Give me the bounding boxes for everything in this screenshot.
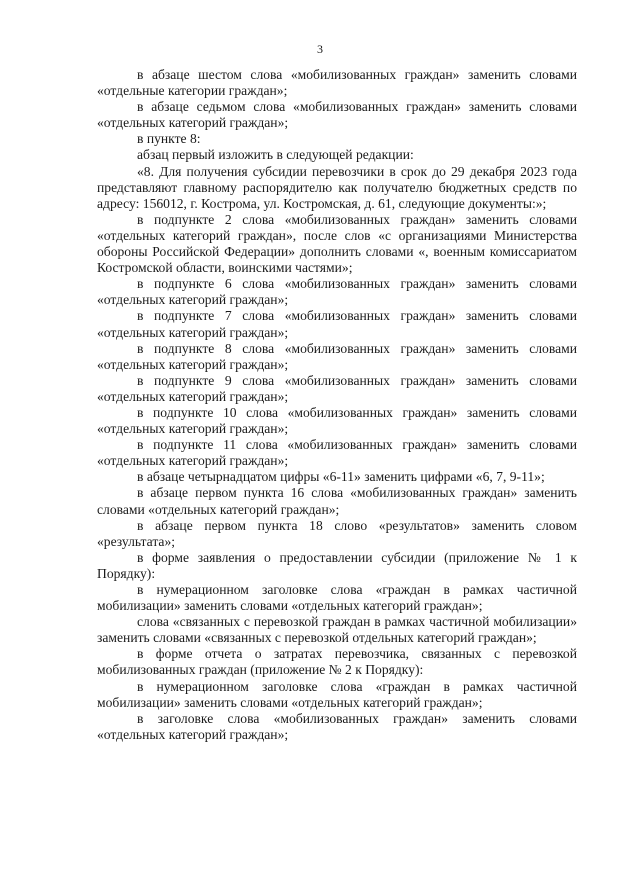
paragraph: в абзаце первом пункта 18 слово «результатов» заменить словом «результата»; (97, 517, 577, 549)
paragraph: в подпункте 6 слова «мобилизованных граждан» заменить словами «отдельных категорий граждан»; (97, 276, 577, 308)
paragraph: абзац первый изложить в следующей редакции: (137, 147, 414, 163)
paragraph: в подпункте 10 слова «мобилизованных граждан» заменить словами «отдельных категорий граждан»; (97, 404, 577, 437)
paragraph: в абзаце шестом слова «мобилизованных граждан» заменить словами «отдельные категории граждан»; (97, 67, 577, 99)
document-body (97, 67, 577, 743)
paragraph: в заголовке слова «мобилизованных граждан» заменить словами «отдельных категорий граждан»; (97, 710, 577, 742)
paragraph: в нумерационном заголовке слова «граждан в рамках частичной мобилизации» заменить словами «отдельных категорий граждан»; (97, 678, 577, 710)
paragraph: в абзаце седьмом слова «мобилизованных граждан» заменить словами «отдельных категорий граждан»; (97, 99, 577, 131)
paragraph: в абзаце четырнадцатом цифры «6-11» заменить цифрами «6, 7, 9-11»; (137, 469, 545, 485)
paragraph: «8. Для получения субсидии перевозчики в срок до 29 декабря 2023 года представляют главному распорядителю как получателю бюджетных средств по адресу: 156012, г. Кострома, ул. Костромская, д. 61, следующие документы:»; (97, 163, 577, 211)
paragraph: в подпункте 7 слова «мобилизованных граждан» заменить словами «отдельных категорий граждан»; (97, 308, 577, 340)
paragraph: в абзаце первом пункта 16 слова «мобилизованных граждан» заменить словами «отдельных категорий граждан»; (97, 485, 577, 517)
paragraph: в подпункте 9 слова «мобилизованных граждан» заменить словами «отдельных категорий граждан»; (97, 372, 577, 404)
paragraph: в пункте 8: (137, 131, 201, 147)
paragraph: слова «связанных с перевозкой граждан в рамках частичной мобилизации» заменить словами «связанных с перевозкой отдельных категорий граждан»; (97, 614, 577, 646)
paragraph: в подпункте 2 слова «мобилизованных граждан» заменить словами «отдельных категорий граждан», после слов «с организациями Министерства обороны Российской Федерации» дополнить словами «, военным комиссариатом Костромской области, воинскими частями»; (97, 211, 577, 276)
paragraph: в нумерационном заголовке слова «граждан в рамках частичной мобилизации» заменить словами «отдельных категорий граждан»; (97, 582, 577, 614)
page-number: 3 (317, 42, 323, 56)
paragraph: в форме заявления о предоставлении субсидии (приложение № 1 к Порядку): (97, 549, 577, 581)
paragraph: в подпункте 8 слова «мобилизованных граждан» заменить словами «отдельных категорий граждан»; (97, 340, 577, 372)
paragraph: в форме отчета о затратах перевозчика, связанных с перевозкой мобилизованных граждан (приложение № 2 к Порядку): (97, 646, 577, 678)
paragraph: в подпункте 11 слова «мобилизованных граждан» заменить словами «отдельных категорий граждан»; (97, 437, 577, 469)
